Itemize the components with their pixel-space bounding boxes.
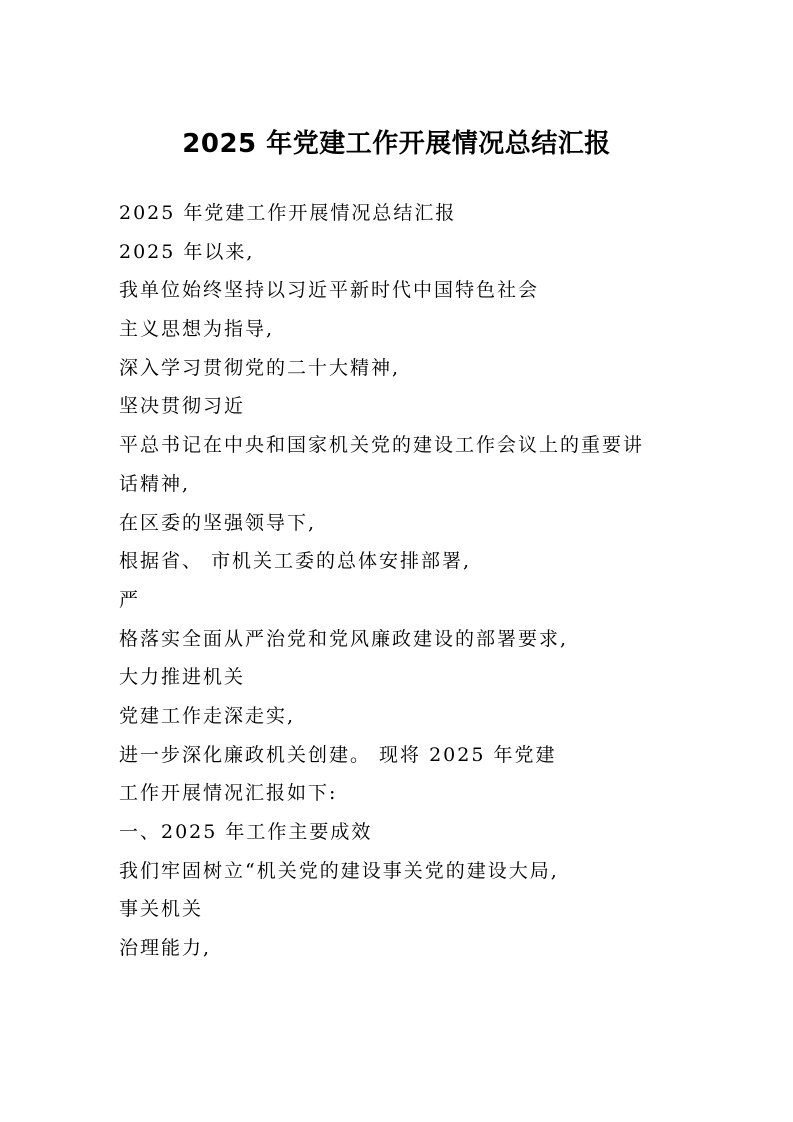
body-line: 坚决贯彻习近 [119, 395, 246, 418]
body-line: 大力推进机关 [119, 666, 246, 689]
body-line: 党建工作走深走实, [119, 704, 296, 727]
body-line: 格落实全面从严治党和党风廉政建设的部署要求, [119, 627, 569, 650]
body-line: 在区委的坚强领导下, [119, 511, 317, 534]
body-line: 2025 年以来, [119, 240, 255, 263]
body-line: 根据省、 市机关工委的总体安排部署, [119, 550, 472, 573]
body-line: 进一步深化廉政机关创建。 现将 2025 年党建 [119, 743, 557, 766]
body-line: 我们牢固树立“机关党的建设事关党的建设大局, [119, 859, 559, 882]
body-line: 话精神, [119, 472, 191, 495]
body-line: 深入学习贯彻党的二十大精神, [119, 356, 401, 379]
body-line: 一、2025 年工作主要成效 [119, 821, 373, 843]
document-body [119, 198, 719, 972]
body-line: 我单位始终坚持以习近平新时代中国特色社会 [119, 279, 540, 302]
body-line: 严 [119, 588, 141, 611]
body-line: 工作开展情况汇报如下: [119, 782, 338, 805]
body-line: 平总书记在中央和国家机关党的建设工作会议上的重要讲 [119, 434, 645, 457]
body-line: 治理能力, [119, 937, 212, 960]
document-title: 2025 年党建工作开展情况总结汇报 [182, 129, 611, 159]
body-line: 2025 年党建工作开展情况总结汇报 [119, 202, 457, 224]
body-line: 事关机关 [119, 898, 204, 921]
body-line: 主义思想为指导, [119, 318, 275, 341]
